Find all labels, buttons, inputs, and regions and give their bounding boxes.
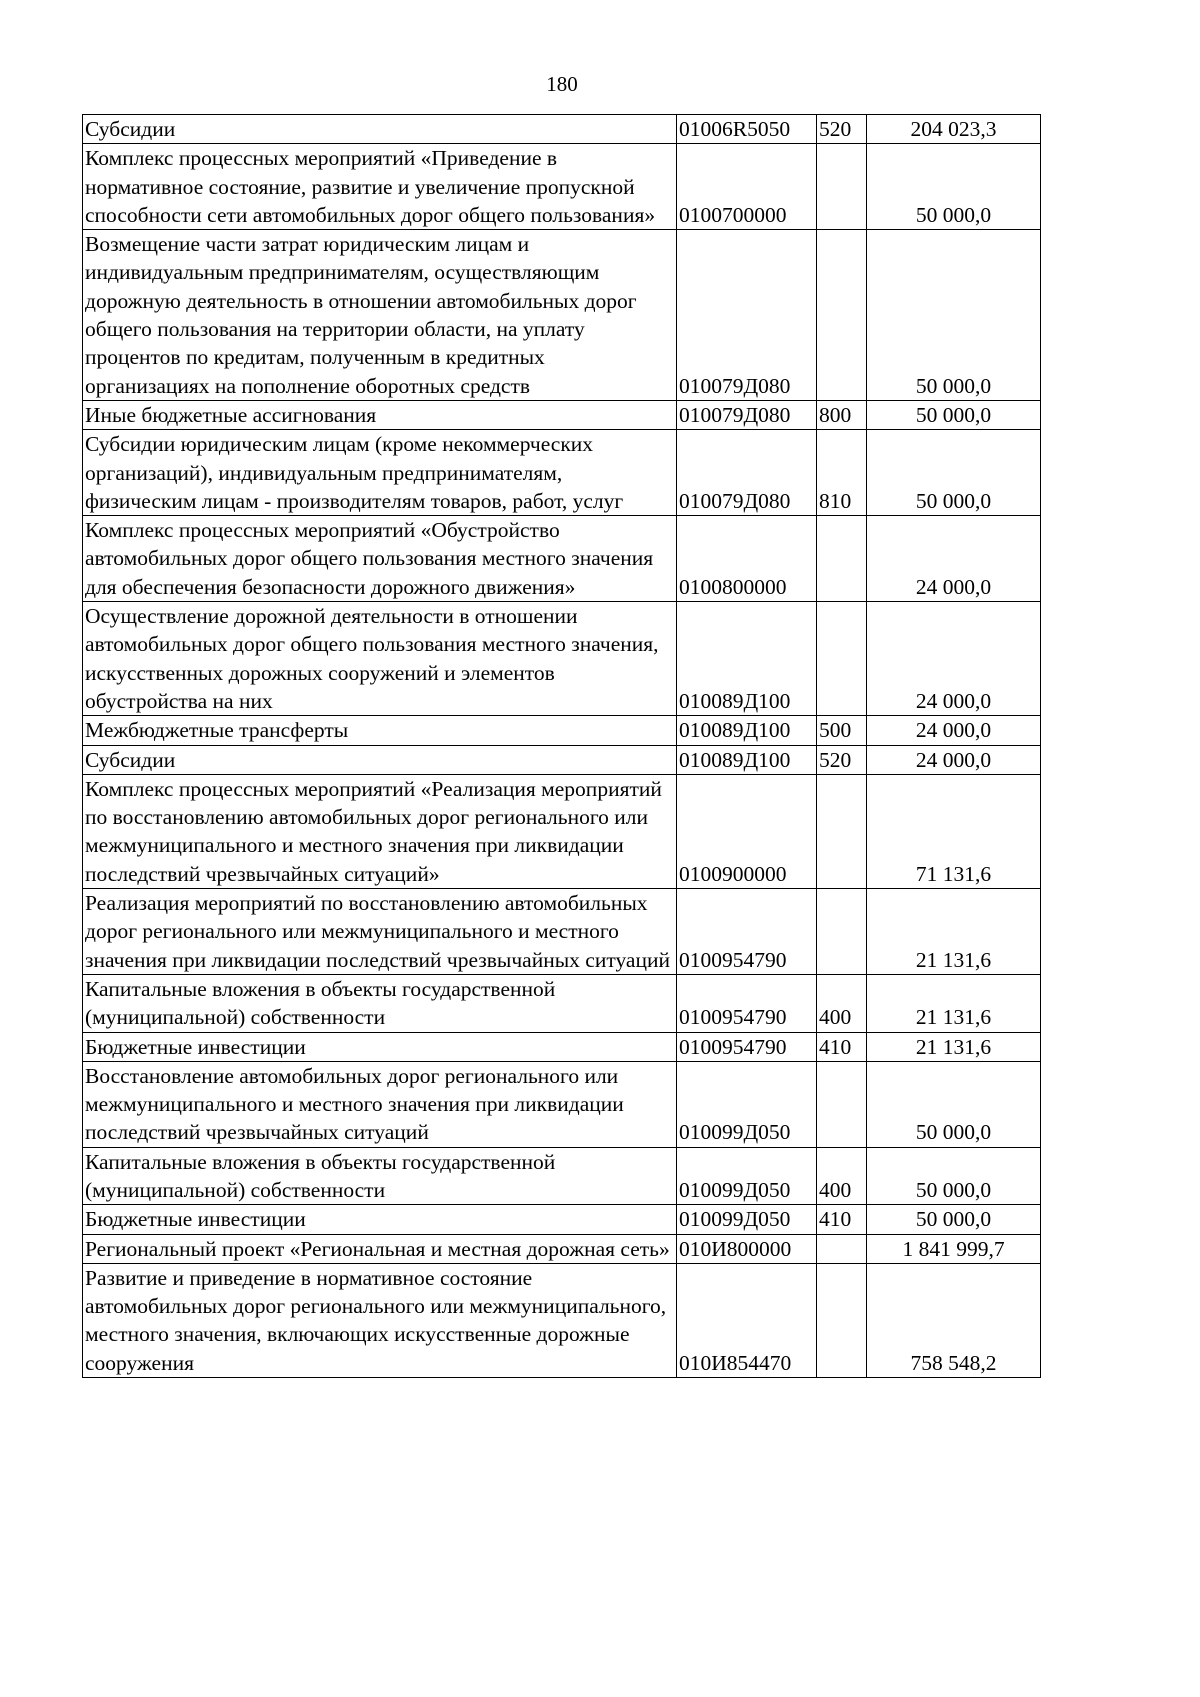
table-row <box>83 516 1041 602</box>
amount: 50 000,0 <box>867 1205 1041 1234</box>
table-row <box>83 745 1041 774</box>
item-name: Бюджетные инвестиции <box>83 1032 677 1061</box>
target-code: 010079Д080 <box>677 430 817 516</box>
amount: 50 000,0 <box>867 1061 1041 1147</box>
target-code: 010089Д100 <box>677 602 817 716</box>
table-row <box>83 889 1041 975</box>
expense-type: 400 <box>817 974 867 1032</box>
table-row <box>83 974 1041 1032</box>
target-code: 0100954790 <box>677 974 817 1032</box>
item-name: Иные бюджетные ассигнования <box>83 400 677 429</box>
amount: 50 000,0 <box>867 400 1041 429</box>
expense-type: 800 <box>817 400 867 429</box>
item-name: Бюджетные инвестиции <box>83 1205 677 1234</box>
target-code: 010И800000 <box>677 1234 817 1263</box>
amount: 21 131,6 <box>867 1032 1041 1061</box>
expense-type <box>817 230 867 401</box>
amount: 21 131,6 <box>867 889 1041 975</box>
item-name: Региональный проект «Региональная и местная дорожная сеть» <box>83 1234 677 1263</box>
item-name: Субсидии <box>83 745 677 774</box>
target-code: 010089Д100 <box>677 745 817 774</box>
target-code: 010099Д050 <box>677 1061 817 1147</box>
table-row <box>83 1032 1041 1061</box>
expense-type <box>817 1234 867 1263</box>
expense-type: 410 <box>817 1032 867 1061</box>
target-code: 010089Д100 <box>677 716 817 745</box>
expense-type: 410 <box>817 1205 867 1234</box>
table-row <box>83 1147 1041 1205</box>
table-row <box>83 1205 1041 1234</box>
amount: 50 000,0 <box>867 430 1041 516</box>
table-row <box>83 1234 1041 1263</box>
expense-type <box>817 144 867 230</box>
amount: 758 548,2 <box>867 1263 1041 1377</box>
amount: 50 000,0 <box>867 1147 1041 1205</box>
table-row <box>83 430 1041 516</box>
table-row <box>83 400 1041 429</box>
table-row <box>83 115 1041 144</box>
item-name: Осуществление дорожной деятельности в отношении автомобильных дорог общего пользования местного значения, искусственных дорожных сооружений и элементов обустройства на них <box>83 602 677 716</box>
item-name: Комплекс процессных мероприятий «Приведение в нормативное состояние, развитие и увеличение пропускной способности сети автомобильных дорог общего пользования» <box>83 144 677 230</box>
target-code: 0100954790 <box>677 889 817 975</box>
expense-type: 520 <box>817 745 867 774</box>
target-code: 010079Д080 <box>677 230 817 401</box>
table-row <box>83 1061 1041 1147</box>
expense-type: 520 <box>817 115 867 144</box>
target-code: 0100954790 <box>677 1032 817 1061</box>
item-name: Капитальные вложения в объекты государственной (муниципальной) собственности <box>83 1147 677 1205</box>
budget-table <box>82 114 1041 1378</box>
target-code: 0100700000 <box>677 144 817 230</box>
expense-type <box>817 516 867 602</box>
target-code: 010079Д080 <box>677 400 817 429</box>
item-name: Комплекс процессных мероприятий «Обустройство автомобильных дорог общего пользования местного значения для обеспечения безопасности дорожного движения» <box>83 516 677 602</box>
amount: 24 000,0 <box>867 745 1041 774</box>
table-row <box>83 602 1041 716</box>
expense-type <box>817 889 867 975</box>
target-code: 010099Д050 <box>677 1205 817 1234</box>
target-code: 01006R5050 <box>677 115 817 144</box>
expense-type <box>817 774 867 888</box>
item-name: Возмещение части затрат юридическим лицам и индивидуальным предпринимателям, осуществляющим дорожную деятельность в отношении автомобильных дорог общего пользования на территории области, на уплату процентов по кредитам, полученным в кредитных организациях на пополнение оборотных средств <box>83 230 677 401</box>
target-code: 0100900000 <box>677 774 817 888</box>
table-row <box>83 716 1041 745</box>
budget-table-body <box>83 115 1041 1378</box>
item-name: Реализация мероприятий по восстановлению автомобильных дорог регионального или межмуниципального и местного значения при ликвидации последствий чрезвычайных ситуаций <box>83 889 677 975</box>
expense-type: 400 <box>817 1147 867 1205</box>
item-name: Комплекс процессных мероприятий «Реализация мероприятий по восстановлению автомобильных дорог регионального или межмуниципального и местного значения при ликвидации последствий чрезвычайных ситуаций» <box>83 774 677 888</box>
table-row <box>83 774 1041 888</box>
amount: 1 841 999,7 <box>867 1234 1041 1263</box>
expense-type: 500 <box>817 716 867 745</box>
amount: 24 000,0 <box>867 716 1041 745</box>
expense-type <box>817 1263 867 1377</box>
amount: 50 000,0 <box>867 230 1041 401</box>
target-code: 010И854470 <box>677 1263 817 1377</box>
expense-type <box>817 602 867 716</box>
amount: 24 000,0 <box>867 602 1041 716</box>
item-name: Субсидии юридическим лицам (кроме некоммерческих организаций), индивидуальным предпринимателям, физическим лицам - производителям товаров, работ, услуг <box>83 430 677 516</box>
amount: 204 023,3 <box>867 115 1041 144</box>
amount: 71 131,6 <box>867 774 1041 888</box>
item-name: Развитие и приведение в нормативное состояние автомобильных дорог регионального или межмуниципального, местного значения, включающих искусственные дорожные сооружения <box>83 1263 677 1377</box>
item-name: Субсидии <box>83 115 677 144</box>
item-name: Межбюджетные трансферты <box>83 716 677 745</box>
table-row <box>83 230 1041 401</box>
target-code: 0100800000 <box>677 516 817 602</box>
amount: 24 000,0 <box>867 516 1041 602</box>
table-row <box>83 144 1041 230</box>
item-name: Капитальные вложения в объекты государственной (муниципальной) собственности <box>83 974 677 1032</box>
expense-type: 810 <box>817 430 867 516</box>
expense-type <box>817 1061 867 1147</box>
page-number: 180 <box>546 72 578 96</box>
item-name: Восстановление автомобильных дорог регионального или межмуниципального и местного значения при ликвидации последствий чрезвычайных ситуаций <box>83 1061 677 1147</box>
amount: 21 131,6 <box>867 974 1041 1032</box>
amount: 50 000,0 <box>867 144 1041 230</box>
target-code: 010099Д050 <box>677 1147 817 1205</box>
table-row <box>83 1263 1041 1377</box>
